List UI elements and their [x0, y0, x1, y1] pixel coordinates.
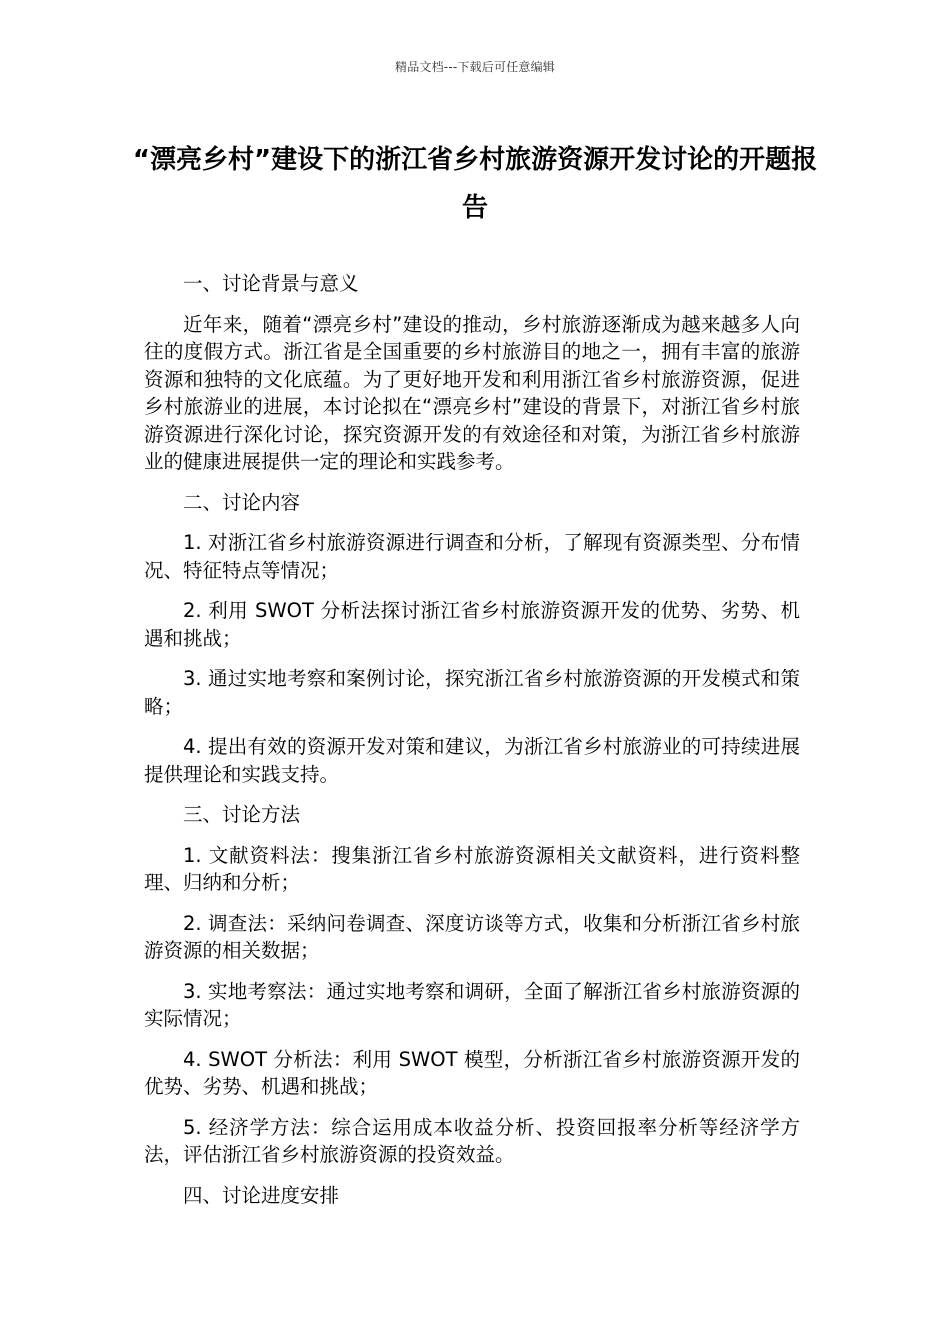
section-heading: 四、讨论进度安排	[183, 1183, 340, 1207]
list-item: 4. SWOT 分析法：利用 SWOT 模型，分析浙江省乡村旅游资源开发的优势、劣势、机遇和挑战；	[144, 1047, 800, 1098]
list-item: 2. 利用 SWOT 分析法探讨浙江省乡村旅游资源开发的优势、劣势、机遇和挑战；	[144, 599, 800, 650]
document-body	[144, 270, 800, 1222]
list-item: 2. 调查法：采纳问卷调查、深度访谈等方式，收集和分析浙江省乡村旅游资源的相关数据；	[144, 911, 800, 962]
list-item: 3. 实地考察法：通过实地考察和调研，全面了解浙江省乡村旅游资源的实际情况；	[144, 979, 800, 1030]
section-heading: 一、讨论背景与意义	[183, 272, 359, 295]
paragraph: 近年来，随着“漂亮乡村”建设的推动，乡村旅游逐渐成为越来越多人向往的度假方式。浙江省是全国重要的乡村旅游目的地之一，拥有丰富的旅游资源和独特的文化底蕴。为了更好地开发和利用浙江省乡村旅游资源，促进乡村旅游业的进展，本讨论拟在“漂亮乡村”建设的背景下，对浙江省乡村旅游资源进行深化讨论，探究资源开发的有效途径和对策，为浙江省乡村旅游业的健康进展提供一定的理论和实践参考。	[144, 312, 800, 473]
list-item: 3. 通过实地考察和案例讨论，探究浙江省乡村旅游资源的开发模式和策略；	[144, 667, 800, 718]
section-heading: 二、讨论内容	[183, 490, 301, 514]
section-heading: 三、讨论方法	[183, 803, 301, 826]
list-item: 1. 文献资料法：搜集浙江省乡村旅游资源相关文献资料，进行资料整理、归纳和分析；	[144, 843, 800, 894]
document-title: “漂亮乡村”建设下的浙江省乡村旅游资源开发讨论的开题报告	[132, 145, 818, 223]
header-note: 精品文档---下载后可任意编辑	[395, 60, 555, 74]
list-item: 5. 经济学方法：综合运用成本收益分析、投资回报率分析等经济学方法，评估浙江省乡村旅游资源的投资效益。	[144, 1115, 800, 1166]
list-item: 4. 提出有效的资源开发对策和建议，为浙江省乡村旅游业的可持续进展提供理论和实践支持。	[144, 735, 800, 786]
list-item: 1. 对浙江省乡村旅游资源进行调查和分析，了解现有资源类型、分布情况、特征特点等情况；	[144, 531, 800, 582]
